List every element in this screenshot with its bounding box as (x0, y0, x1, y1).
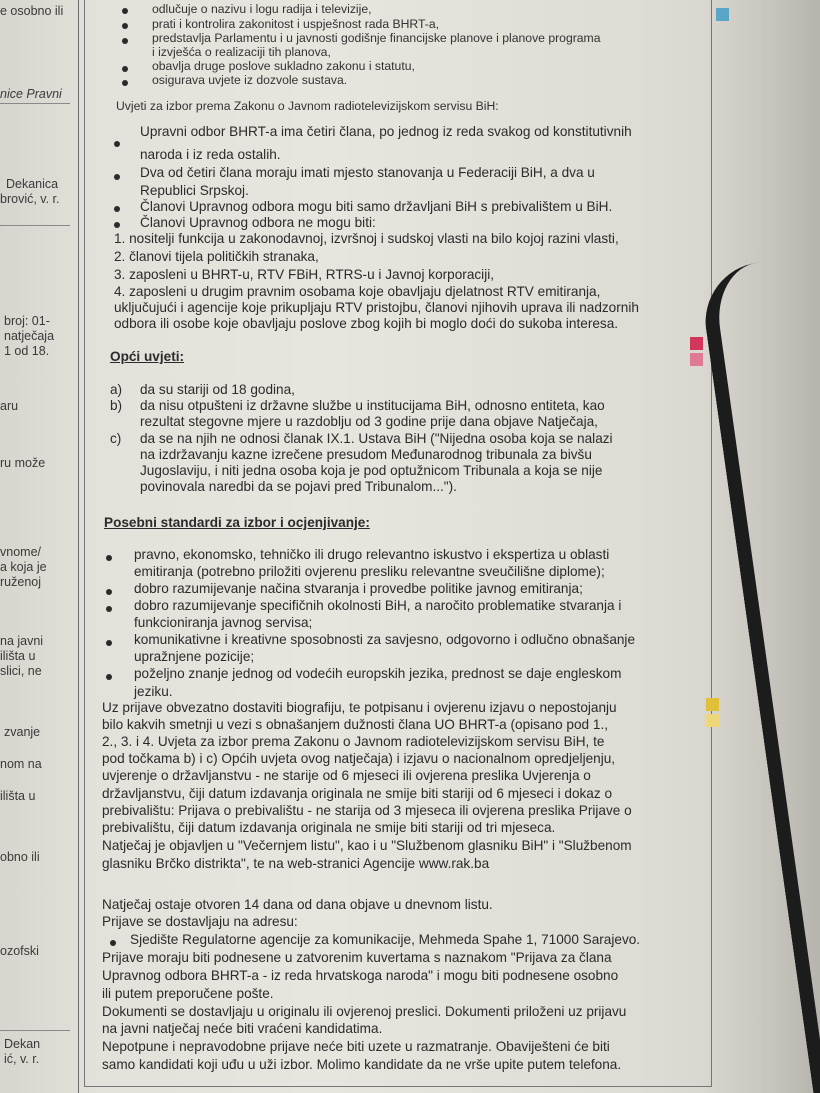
left-fragment: nom na (0, 757, 42, 771)
text-line: Natječaj je objavljen u "Večernjem listu", kao i u "Službenom glasniku BiH" i "Službenom (102, 838, 632, 853)
bullet-icon (122, 80, 128, 86)
left-fragment: broj: 01- (4, 314, 50, 328)
text-line: Uz prijave obvezatno dostaviti biografiju, te potpisanu i ovjerenu izjavu o nepostojanju (102, 700, 617, 715)
bullet-icon (114, 222, 120, 228)
bullet-icon (122, 38, 128, 44)
left-rule (0, 1030, 70, 1031)
list-item: i izvješća o realizaciji tih planova, (152, 45, 331, 59)
text-line: bilo kakvih smetnji u vezi s obnašanjem dužnosti člana UO BHRT-a (opisano pod 1., (102, 717, 608, 732)
left-fragment: zvanje (4, 725, 41, 739)
text-line: Upravni odbor BHRT-a ima četiri člana, po jednog iz reda svakog od konstitutivnih (140, 124, 632, 139)
text-line: dobro razumijevanje načina stvaranja i provedbe politike javnog emitiranja; (134, 581, 583, 596)
section-heading: Posebni standardi za izbor i ocjenjivanje: (104, 515, 370, 530)
text-line: prebivalištu: Prijava o prebivalištu - ne starija od 3 mjeseca ili ovjerena preslika Prijave o (102, 803, 632, 818)
left-fragment: e osobno ili (0, 4, 64, 18)
list-item: obavlja druge poslove sukladno zakonu i statutu, (152, 59, 415, 73)
text-line: Natječaj ostaje otvoren 14 dana od dana objave u dnevnom listu. (102, 897, 493, 912)
section-heading: Opći uvjeti: (110, 349, 185, 364)
text-line: Republici Srpskoj. (140, 183, 249, 198)
list-item: predstavlja Parlamentu i u javnosti godišnje financijske planove i planove programa (152, 31, 601, 45)
bullet-icon (114, 174, 120, 180)
text-line: komunikativne i kreativne sposobnosti za savjesno, odgovorno i odlučno obnašanje (134, 632, 636, 647)
text-line: Upravnog odbora BHRT-a - iz reda hrvatskoga naroda" i mogu biti podnesene osobno (102, 968, 619, 983)
text-line: samo kandidati koji uđu u uži izbor. Molimo kandidate da ne vrše upite putem telefona. (102, 1057, 622, 1072)
text-line: Članovi Upravnog odbora ne mogu biti: (140, 215, 376, 230)
text-line: 1. nositelji funkcija u zakonodavnoj, izvršnoj i sudskoj vlasti na bilo kojoj razini vlasti, (114, 231, 619, 246)
list-label: c) (110, 431, 122, 446)
text-line: emitiranja (potrebno priložiti ovjerenu presliku relevantne sveučilišne diplome); (134, 564, 605, 579)
left-fragment: ru može (0, 456, 46, 470)
list-label: b) (110, 398, 123, 413)
text-line: naroda i iz reda ostalih. (140, 147, 281, 162)
list-label: a) (110, 382, 123, 397)
text-line: povinovala naredbi da se pojavi pred Tribunalom..."). (140, 479, 457, 494)
left-fragment: ilišta u (0, 649, 36, 663)
bullet-icon (122, 23, 128, 29)
text-line: pod točkama b) i c) Općih uvjeta ovog natječaja) i izjavu o nacionalnom opredjeljenju, (102, 751, 616, 766)
text-line: prebivalištu, čiji datum izdavanja originala ne smije biti stariji od tri mjeseca. (102, 820, 556, 835)
text-line: pravno, ekonomsko, tehničko ili drugo relevantno iskustvo i ekspertiza u oblasti (134, 547, 610, 562)
left-fragment: ozofski (0, 944, 39, 958)
left-fragment: obno ili (0, 850, 40, 864)
left-fragment: natječaja (4, 329, 55, 343)
text-line: rezultat stegovne mjere u razdoblju od 3 godine prije dana objave Natječaja, (140, 414, 598, 429)
column-divider (78, 0, 79, 1093)
left-fragment: na javni (0, 634, 44, 648)
text-line: da nisu otpušteni iz državne službe u institucijama BiH, odnosno entiteta, kao (140, 398, 605, 413)
left-fragment: slici, ne (0, 664, 42, 678)
left-fragment: ić, v. r. (4, 1052, 40, 1066)
text-line: državljanstvu, čiji datum izdavanja originala ne smije biti stariji od 6 mjeseci i dokaz o (102, 786, 612, 801)
text-line: Prijave moraju biti podnesene u zatvorenim kuvertama s naznakom "Prijava za člana (102, 950, 612, 965)
left-fragment: Dekanica (6, 177, 59, 191)
list-item: odlučuje o nazivu i logu radija i televizije, (152, 2, 372, 16)
bullet-icon (114, 141, 120, 147)
text-line: jeziku. (134, 684, 173, 699)
text-line: Članovi Upravnog odbora mogu biti samo državljani BiH s prebivalištem u BiH. (140, 199, 613, 214)
text-line: 2. članovi tijela političkih stranaka, (114, 249, 319, 264)
bullet-icon (106, 555, 112, 561)
bullet-icon (106, 674, 112, 680)
section-heading: Uvjeti za izbor prema Zakonu o Javnom radiotelevizijskom servisu BiH: (116, 99, 499, 113)
left-fragment: vnome/ (0, 545, 41, 559)
text-line: poželjno znanje jednog od vodećih europskih jezika, prednost se daje engleskom (134, 666, 622, 681)
text-line: Dokumenti se dostavljaju u originalu ili ovjerenoj preslici. Dokumenti priloženi uz prijavu (102, 1004, 627, 1019)
text-line: 4. zaposleni u drugim pravnim osobama koje obavljaju djelatnost RTV emitiranja, (114, 284, 601, 299)
text-line: uključujući i agencije koje prikupljaju RTV pristojbu, članovi njihovih uprava ili nadzornih (114, 300, 639, 315)
left-column-fragments (0, 0, 76, 1093)
text-line: odbora ili osobe koje obavljaju poslove zbog kojih bi moglo doći do sukoba interesa. (114, 316, 619, 331)
bullet-icon (106, 606, 112, 612)
text-line: upražnjene pozicije; (134, 649, 255, 664)
text-line: Dva od četiri člana moraju imati mjesto stanovanja u Federaciji BiH, a dva u (140, 165, 595, 180)
left-fragment: ilišta u (0, 789, 36, 803)
text-line: na izdržavanju kazne izrečene presudom Međunarodnog tribunala za bivšu (140, 447, 592, 462)
text-line: Prijave se dostavljaju na adresu: (102, 914, 298, 929)
left-rule (0, 103, 70, 104)
text-line: Sjedište Regulatorne agencije za komunikacije, Mehmeda Spahe 1, 71000 Sarajevo. (130, 932, 641, 947)
text-line: Nepotpune i nepravodobne prijave neće biti uzete u razmatranje. Obaviješteni će biti (102, 1039, 610, 1054)
text-line: da se na njih ne odnosi članak IX.1. Ustava BiH ("Nijedna osoba koja se nalazi (140, 431, 613, 446)
text-line: uvjerenje o državljanstvu - ne starije od 6 mjeseci ili ovjerena preslika Uvjerenja o (102, 768, 591, 783)
left-fragment: ruženoj (0, 575, 41, 589)
text-line: funkcioniranja javnog servisa; (134, 615, 313, 630)
text-line: 2., 3. i 4. Uvjeta za izbor prema Zakonu o Javnom radiotelevizijskom servisu BiH, te (102, 734, 605, 749)
bullet-icon (106, 640, 112, 646)
text-line: ili putem preporučene pošte. (102, 986, 274, 1001)
list-item: prati i kontrolira zakonitost i uspješnost rada BHRT-a, (152, 17, 439, 31)
text-line: Jugoslaviju, i niti jedna osoba koja je pod optužnicom Tribunala a koja se nije (140, 463, 603, 478)
text-line: dobro razumijevanje specifičnih okolnosti BiH, a naročito problematike stvaranja i (134, 598, 622, 613)
text-line: na javni natječaj neće biti vraćeni kandidatima. (102, 1021, 383, 1036)
bullet-icon (114, 206, 120, 212)
left-fragment: nice Pravni (0, 87, 62, 101)
left-rule (0, 225, 70, 226)
bullet-icon (122, 8, 128, 14)
left-fragment: brović, v. r. (0, 192, 60, 206)
text-line: 3. zaposleni u BHRT-u, RTV FBiH, RTRS-u i Javnoj korporaciji, (114, 267, 495, 282)
text-line: glasniku Brčko distrikta", te na web-stranici Agencije www.rak.ba (102, 856, 490, 871)
left-fragment: a koja je (0, 560, 47, 574)
bullet-icon (122, 66, 128, 72)
text-line: da su stariji od 18 godina, (140, 382, 295, 397)
left-fragment: 1 od 18. (4, 344, 50, 358)
left-fragment: aru (0, 399, 19, 413)
list-item: osigurava uvjete iz dozvole sustava. (152, 73, 348, 87)
left-fragment: Dekan (4, 1037, 41, 1051)
notice-body (100, 0, 700, 1093)
bullet-icon (110, 940, 116, 946)
bullet-icon (106, 589, 112, 595)
